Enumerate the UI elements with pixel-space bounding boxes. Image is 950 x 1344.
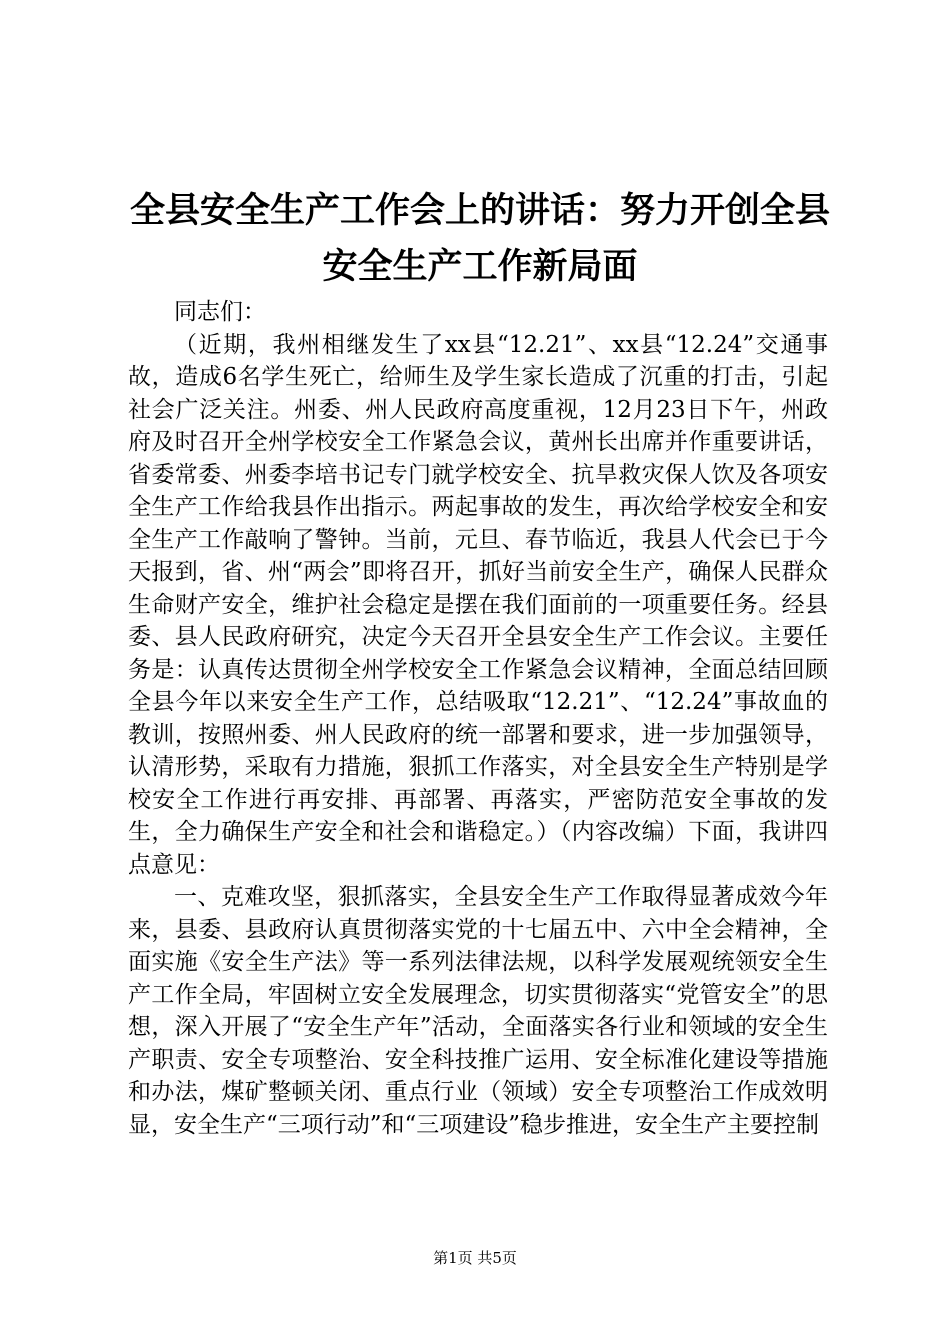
paragraph-intro: （近期，我州相继发生了xx县“12.21”、xx县“12.24”交通事故，造成6名学生死亡，给师生及学生家长造成了沉重的打击，引起社会广泛关注。州委、州人民政府高度重视，12月23日下午，州政府及时召开全州学校安全工作紧急会议，黄州长出席并作重要讲话，省委常委、州委李培书记专门就学校安全、抗旱救灾保人饮及各项安全生产工作给我县作出指示。两起事故的发生，再次给学校安全和安全生产工作敲响了警钟。当前，元旦、春节临近，我县人代会已于今天报到，省、州“两会”即将召开，抓好当前安全生产，确保人民群众生命财产安全，维护社会稳定是摆在我们面前的一项重要任务。经县委、县人民政府研究，决定今天召开全县安全生产工作会议。主要任务是：认真传达贯彻全州学校安全工作紧急会议精神，全面总结回顾全县今年以来安全生产工作，总结吸取“12.21”、“12.24”事故血的教训，按照州委、州人民政府的统一部署和要求，进一步加强领导，认清形势，采取有力措施，狠抓工作落实，对全县安全生产特别是学校安全工作进行再安排、再部署、再落实，严密防范安全事故的发生，全力确保生产安全和社会和谐稳定。）（内容改编）下面，我讲四点意见： bbox=[128, 331, 828, 878]
title-line-2: 安全生产工作新局面 bbox=[322, 246, 638, 287]
title-line-1: 全县安全生产工作会上的讲话：努力开创全县 bbox=[129, 190, 830, 231]
document-body bbox=[128, 296, 828, 1141]
page-number-footer: 第1页 共5页 bbox=[433, 1249, 517, 1267]
paragraph-section-one: 一、克难攻坚，狠抓落实，全县安全生产工作取得显著成效今年来，县委、县政府认真贯彻落实党的十七届五中、六中全会精神，全面实施《安全生产法》等一系列法律法规，以科学发展观统领安全生产工作全局，牢固树立安全发展理念，切实贯彻落实“党管安全”的思想，深入开展了“安全生产年”活动，全面落实各行业和领域的安全生产职责、安全专项整治、安全科技推广运用、安全标准化建设等措施和办法，煤矿整顿关闭、重点行业（领域）安全专项整治工作成效明显，安全生产“三项行动”和“三项建设”稳步推进，安全生产主要控制 bbox=[128, 884, 828, 1138]
salutation: 同志们： bbox=[174, 299, 266, 325]
document-title bbox=[120, 183, 840, 295]
